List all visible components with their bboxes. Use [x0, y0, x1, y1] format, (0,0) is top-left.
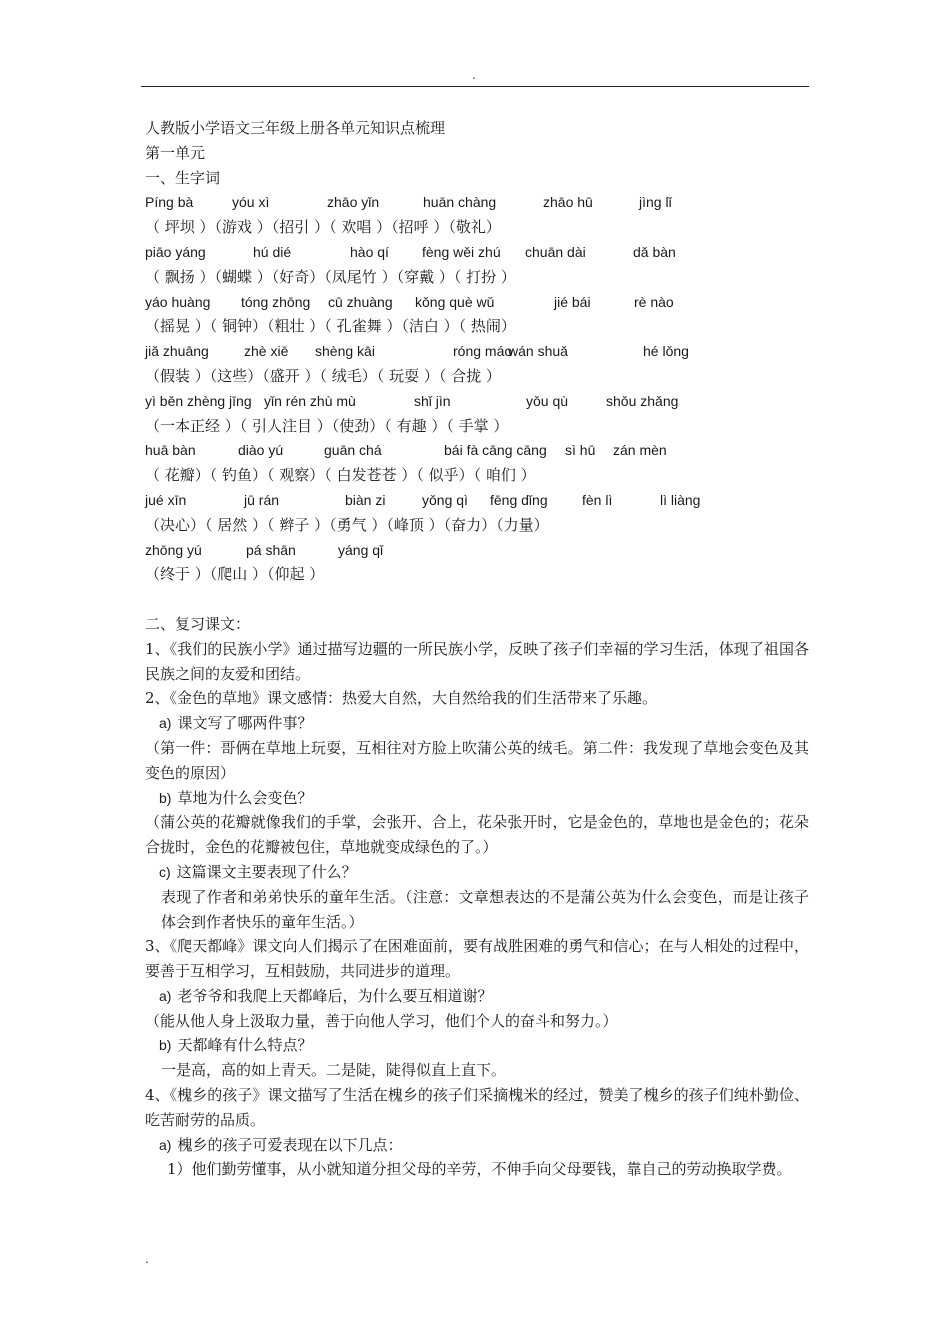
section-heading-vocab: 一、生字词 — [145, 168, 221, 187]
question-label: b) — [159, 1037, 172, 1054]
pinyin-word: sì hū — [565, 442, 596, 459]
question-item — [145, 984, 809, 1009]
question-item — [145, 711, 809, 736]
pinyin-row — [145, 190, 809, 215]
pinyin-word: fèng wěi zhú — [422, 243, 501, 260]
pinyin-word: yóu xì — [232, 194, 270, 211]
section-heading-review: 二、复习课文： — [145, 614, 251, 633]
header-dot: . — [472, 68, 476, 82]
pinyin-word: yáo huàng — [145, 293, 211, 310]
pinyin-row — [145, 438, 809, 463]
question-label: a) — [159, 715, 172, 732]
hanzi-row: （一本正经 ）（ 引人注目 ）（使劲）（ 有趣 ）（ 手掌 ） — [145, 416, 509, 435]
pinyin-word: jū rán — [244, 491, 280, 508]
pinyin-word: huān chàng — [423, 194, 497, 211]
pinyin-word: guān chá — [324, 442, 382, 459]
paragraph: 3、《爬天都峰》课文向人们揭示了在困难面前，要有战胜困难的勇气和信心；在与人相处的过程中，要善于互相学习，互相鼓励，共同进步的道理。 — [145, 937, 809, 981]
pinyin-word: hé lǒng — [643, 343, 689, 360]
pinyin-word: fèn lì — [582, 491, 613, 508]
pinyin-word: cū zhuàng — [328, 293, 393, 310]
question-item — [145, 786, 809, 811]
pinyin-row — [145, 240, 809, 265]
pinyin-word: shèng kāi — [315, 343, 375, 360]
question-label: b) — [159, 789, 172, 806]
pinyin-word: biàn zi — [345, 491, 386, 508]
paragraph: 4、《槐乡的孩子》课文描写了生活在槐乡的孩子们采摘槐米的经过，赞美了槐乡的孩子们纯朴勤俭、吃苦耐劳的品质。 — [145, 1086, 809, 1129]
header-rule — [141, 86, 809, 87]
hanzi-row: （假装 ）（这些）（盛开 ）（ 绒毛）（ 玩耍 ）（ 合拢 ） — [145, 366, 501, 385]
unit-heading: 第一单元 — [145, 143, 206, 162]
spacer — [145, 587, 809, 612]
pinyin-word: zhāo hū — [543, 194, 593, 211]
pinyin-row — [145, 339, 809, 364]
hanzi-row: （终于 ）（爬山 ）（仰起 ） — [145, 565, 325, 584]
pinyin-word: jiǎ zhuāng — [145, 343, 209, 360]
pinyin-word: rè nào — [634, 293, 674, 310]
pinyin-word: shǐ jìn — [414, 392, 451, 409]
pinyin-word: hào qí — [350, 243, 389, 260]
pinyin-word: dǎ bàn — [633, 243, 676, 260]
paragraph: 2、《金色的草地》课文感情：热爱大自然，大自然给我的们生活带来了乐趣。 — [145, 689, 658, 708]
question-item — [145, 1033, 809, 1058]
pinyin-word: róng máo — [453, 343, 513, 360]
hanzi-row: （ 飘扬 ）（蝴蝶 ）（好奇）（凤尾竹 ）（穿戴 ）（ 打扮 ） — [145, 267, 516, 286]
pinyin-word: kǒng què wǔ — [415, 293, 495, 310]
pinyin-word: chuān dài — [525, 243, 586, 260]
pinyin-row — [145, 389, 809, 414]
pinyin-row — [145, 538, 809, 563]
paragraph: 表现了作者和弟弟快乐的童年生活。（注意：文章想表达的不是蒲公英为什么会变色，而是让孩子体会到作者快乐的童年生活。） — [161, 887, 809, 931]
vocab-table — [145, 190, 809, 587]
hanzi-row: （ 花瓣）（ 钓鱼）（ 观察）（ 白发苍苍 ）（ 似乎）（ 咱们 ） — [145, 466, 536, 485]
hanzi-row: （摇晃 ）（ 铜钟）（粗壮 ）（ 孔雀舞 ）（洁白 ）（ 热闹） — [145, 317, 516, 336]
paragraph: 1、《我们的民族小学》通过描写边疆的一所民族小学，反映了孩子们幸福的学习生活，体现了祖国各民族之间的友爱和团结。 — [145, 639, 809, 683]
pinyin-word: shǒu zhǎng — [606, 392, 679, 409]
hanzi-row: （决心）（ 居然 ）（ 辫子 ）（勇气 ）（峰顶 ）（奋力）（力量） — [145, 515, 549, 534]
pinyin-word: piāo yáng — [145, 243, 206, 260]
question-text: 天都峰有什么特点？ — [177, 1036, 313, 1055]
paragraph: （能从他人身上汲取力量，善于向他人学习，他们个人的奋斗和努力。） — [145, 1011, 618, 1030]
question-text: 槐乡的孩子可爱表现在以下几点： — [177, 1135, 403, 1154]
pinyin-word: hú dié — [253, 243, 292, 260]
question-text: 课文写了哪两件事？ — [177, 714, 313, 733]
paragraph: 1）他们勤劳懂事，从小就知道分担父母的辛劳，不伸手向父母要钱，靠自己的劳动换取学费。 — [167, 1160, 792, 1179]
pinyin-row — [145, 290, 809, 315]
review-list — [145, 637, 809, 1183]
paragraph: 一是高，高的如上青天。二是陡，陡得似直上直下。 — [161, 1061, 507, 1080]
pinyin-word: zhōng yú — [145, 541, 202, 558]
question-item — [145, 860, 809, 885]
paragraph: （蒲公英的花瓣就像我们的手掌，会张开、合上，花朵张开时，它是金色的，草地也是金色的；花朵合拢时，金色的花瓣被包住，草地就变成绿色的了。） — [145, 813, 809, 857]
pinyin-word: zhāo yǐn — [327, 194, 380, 211]
pinyin-word: yì běn zhèng jīng — [145, 392, 252, 409]
pinyin-word: bái fà cāng cāng — [444, 442, 547, 459]
paragraph: （第一件：哥俩在草地上玩耍，互相往对方脸上吹蒲公英的绒毛。第二件：我发现了草地会变色及其变色的原因） — [145, 738, 809, 782]
pinyin-word: lì liàng — [660, 491, 701, 508]
document-body — [145, 116, 809, 1182]
question-item — [145, 1133, 809, 1158]
footer-dot: . — [145, 1252, 149, 1266]
pinyin-word: yǒu qù — [526, 392, 569, 409]
question-text: 老爷爷和我爬上天都峰后，为什么要互相道谢？ — [177, 986, 493, 1005]
pinyin-word: tóng zhōng — [241, 293, 311, 310]
pinyin-word: pá shān — [246, 541, 296, 558]
pinyin-word: huā bàn — [145, 442, 196, 459]
pinyin-word: zán mèn — [613, 442, 667, 459]
question-label: c) — [159, 863, 171, 880]
pinyin-word: jìng lǐ — [639, 194, 672, 211]
doc-title: 人教版小学语文三年级上册各单元知识点梳理 — [145, 119, 446, 137]
pinyin-word: wán shuǎ — [508, 343, 568, 360]
pinyin-word: yáng qǐ — [338, 541, 384, 558]
question-label: a) — [159, 987, 172, 1004]
pinyin-word: jié bái — [554, 293, 591, 310]
pinyin-word: zhè xiē — [244, 343, 289, 360]
pinyin-row — [145, 488, 809, 513]
pinyin-word: Píng bà — [145, 194, 194, 211]
pinyin-word: yǒng qì — [422, 491, 468, 508]
pinyin-word: yǐn rén zhù mù — [264, 392, 356, 409]
question-label: a) — [159, 1136, 172, 1153]
question-text: 这篇课文主要表现了什么？ — [176, 862, 357, 881]
pinyin-word: jué xīn — [145, 491, 187, 508]
pinyin-word: diào yú — [238, 442, 284, 459]
pinyin-word: fēng dǐng — [490, 491, 548, 508]
hanzi-row: （ 坪坝 ）（游戏 ）（招引 ）（ 欢唱 ）（招呼 ）（敬礼） — [145, 218, 501, 237]
question-text: 草地为什么会变色？ — [177, 788, 313, 807]
